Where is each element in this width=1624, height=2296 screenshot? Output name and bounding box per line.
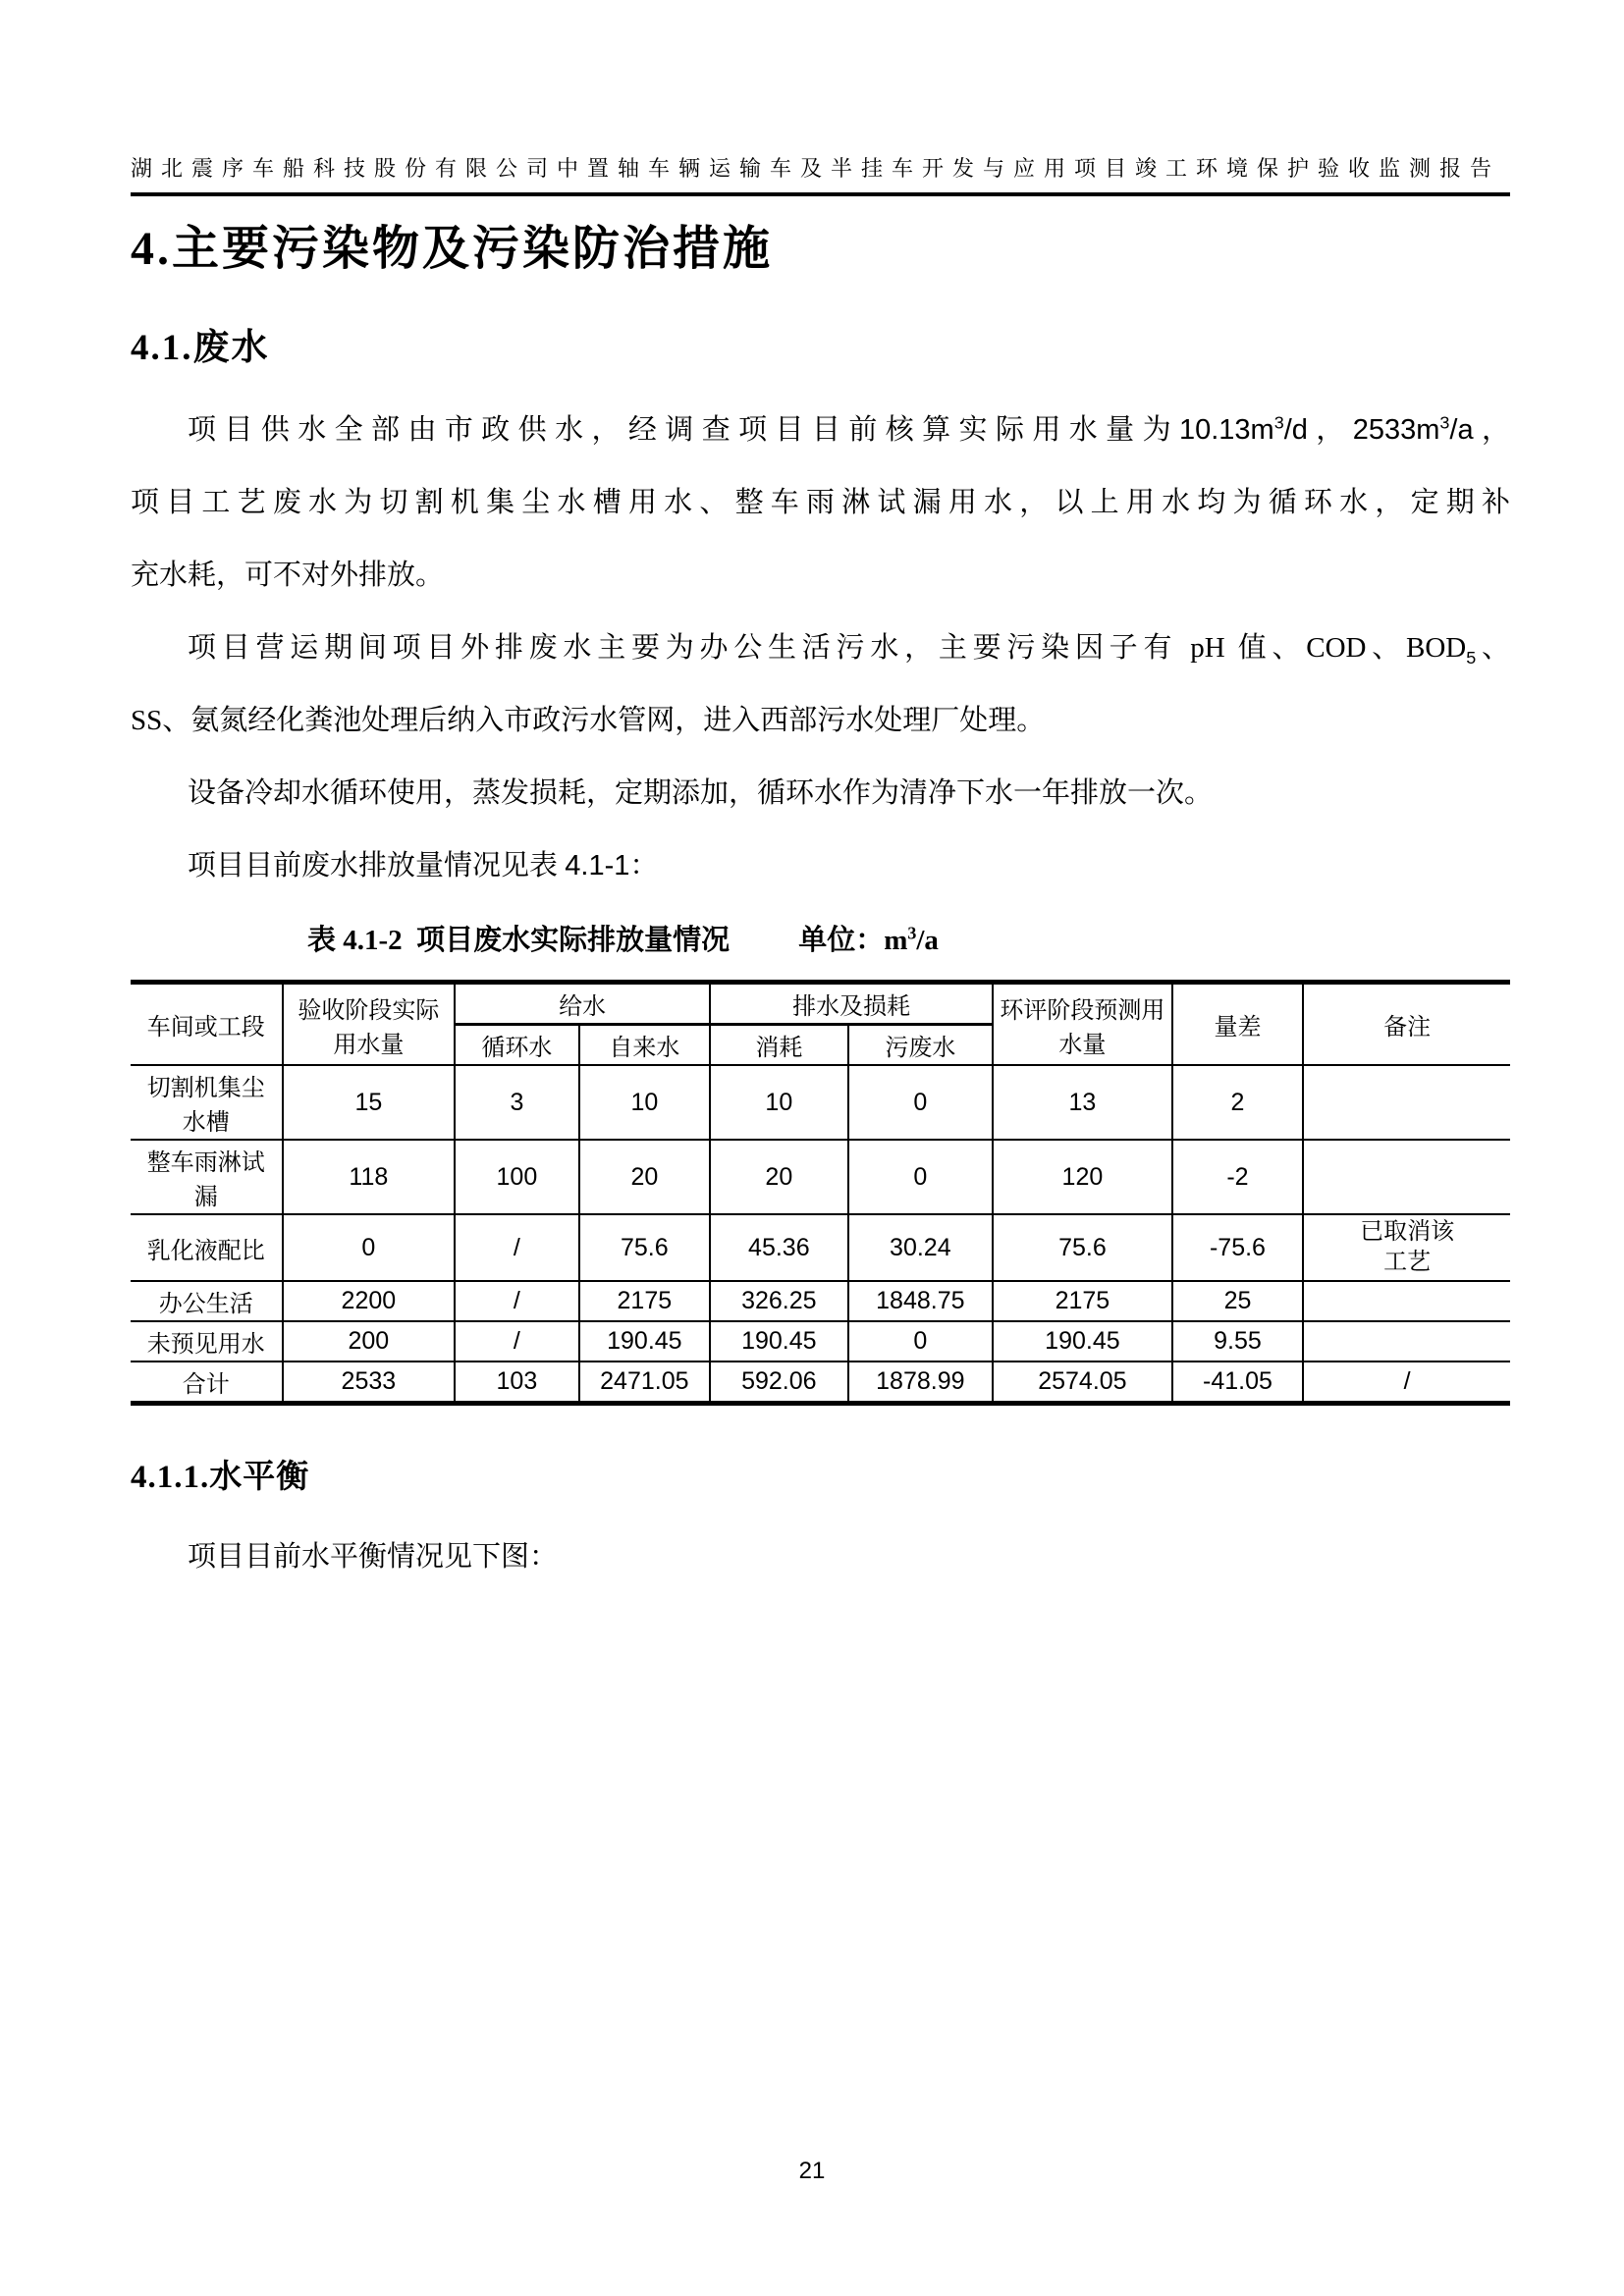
text-run: /a， (1449, 414, 1510, 446)
cell-eia: 2574.05 (993, 1362, 1172, 1404)
header-eia-usage: 环评阶段预测用水量 (993, 983, 1172, 1066)
paragraph-4 (131, 829, 1510, 902)
cell-consumption: 10 (710, 1065, 848, 1140)
paragraph-1-line-1 (131, 394, 1510, 466)
cell-remark: / (1303, 1362, 1510, 1404)
text-run: 项目供水全部由市政供水，经调查项目目前核算实际用水量为 (188, 414, 1179, 446)
cell-wastewater: 30.24 (848, 1214, 994, 1281)
table-row (131, 1321, 1510, 1362)
cell-accepted: 15 (283, 1065, 456, 1140)
chapter-title: 4.主要污染物及污染防治措施 (131, 223, 774, 275)
paragraph-1-line-2: 项目工艺废水为切割机集尘水槽用水、整车雨淋试漏用水，以上用水均为循环水，定期补 (131, 487, 1510, 518)
table-row (131, 1065, 1510, 1140)
cell-recycled: 100 (455, 1140, 578, 1214)
cell-consumption: 326.25 (710, 1281, 848, 1321)
table-row (131, 1281, 1510, 1321)
header-group-supply: 给水 (455, 983, 710, 1025)
table-caption-row (131, 918, 1510, 958)
cell-consumption: 592.06 (710, 1362, 848, 1404)
cell-remark (1303, 1140, 1510, 1214)
table-caption-title: 项目废水实际排放量情况 (416, 925, 731, 956)
paragraph-2-line-2: SS、氨氮经化粪池处理后纳入市政污水管网，进入西部污水处理厂处理。 (131, 705, 1046, 736)
header-difference: 量差 (1172, 983, 1303, 1066)
cell-tap: 2471.05 (579, 1362, 710, 1404)
superscript: 3 (907, 923, 917, 943)
text-run: ： (629, 850, 659, 881)
body-text (131, 394, 1510, 902)
cell-tap: 20 (579, 1140, 710, 1214)
cell-difference: -41.05 (1172, 1362, 1303, 1404)
wastewater-table (131, 980, 1510, 1406)
header-workshop: 车间或工段 (131, 983, 283, 1066)
cell-wastewater: 0 (848, 1140, 994, 1214)
cell-eia: 120 (993, 1140, 1172, 1214)
cell-wastewater: 0 (848, 1065, 994, 1140)
cell-accepted: 2533 (283, 1362, 456, 1404)
cell-difference: 9.55 (1172, 1321, 1303, 1362)
remark-text: 已取消该工艺 (1360, 1219, 1455, 1276)
cell-workshop: 办公生活 (131, 1281, 283, 1321)
cell-tap: 10 (579, 1065, 710, 1140)
cell-eia: 13 (993, 1065, 1172, 1140)
cell-eia: 190.45 (993, 1321, 1172, 1362)
header-remark: 备注 (1303, 983, 1510, 1066)
paragraph-5: 项目目前水平衡情况见下图： (188, 1541, 559, 1574)
superscript: 3 (1439, 412, 1450, 433)
header-group-drainage: 排水及损耗 (710, 983, 993, 1025)
cell-tap: 75.6 (579, 1214, 710, 1281)
text-run: 项目营运期间项目外排废水主要为办公生活污水，主要污染因子有 pH 值、COD、BOD (188, 632, 1467, 664)
table-unit (798, 925, 939, 956)
table-header-row-1 (131, 983, 1510, 1025)
body-text-2 (131, 1521, 1510, 1593)
text-run: 单位： (798, 925, 885, 956)
page-number: 21 (798, 2158, 826, 2184)
header-accepted-usage: 验收阶段实际用水量 (283, 983, 456, 1066)
cell-tap: 190.45 (579, 1321, 710, 1362)
table-row (131, 1140, 1510, 1214)
table-row (131, 1214, 1510, 1281)
cell-recycled: / (455, 1281, 578, 1321)
header-recycled-water: 循环水 (455, 1025, 578, 1066)
cell-accepted: 118 (283, 1140, 456, 1214)
header-wastewater: 污废水 (848, 1025, 994, 1066)
cell-workshop: 未预见用水 (131, 1321, 283, 1362)
text-run: 项目目前废水排放量情况见表 (188, 850, 566, 881)
cell-wastewater: 0 (848, 1321, 994, 1362)
cell-remark (1303, 1321, 1510, 1362)
header-tap-water: 自来水 (579, 1025, 710, 1066)
subscript: 5 (1466, 647, 1477, 667)
cell-difference: -75.6 (1172, 1214, 1303, 1281)
text-run: 2533m (1352, 414, 1440, 446)
subsection-title-water-balance: 4.1.1.水平衡 (131, 1460, 310, 1496)
cell-difference: 25 (1172, 1281, 1303, 1321)
cell-remark (1303, 1065, 1510, 1140)
text-run: m (884, 925, 908, 956)
cell-eia: 75.6 (993, 1214, 1172, 1281)
table-total-row (131, 1362, 1510, 1404)
cell-workshop: 整车雨淋试漏 (131, 1140, 283, 1214)
header-consumption: 消耗 (710, 1025, 848, 1066)
running-header: 湖北震序车船科技股份有限公司中置轴车辆运输车及半挂车开发与应用项目竣工环境保护验收监测报告 (131, 156, 1501, 181)
cell-recycled: 103 (455, 1362, 578, 1404)
cell-consumption: 45.36 (710, 1214, 848, 1281)
cell-recycled: 3 (455, 1065, 578, 1140)
cell-difference: 2 (1172, 1065, 1303, 1140)
cell-workshop: 切割机集尘水槽 (131, 1065, 283, 1140)
superscript: 3 (1273, 412, 1284, 433)
cell-tap: 2175 (579, 1281, 710, 1321)
cell-accepted: 2200 (283, 1281, 456, 1321)
paragraph-2-line-1 (131, 612, 1510, 684)
cell-wastewater: 1848.75 (848, 1281, 994, 1321)
cell-recycled: / (455, 1214, 578, 1281)
cell-difference: -2 (1172, 1140, 1303, 1214)
cell-wastewater: 1878.99 (848, 1362, 994, 1404)
table-reference: 4.1-1 (565, 850, 630, 881)
paragraph-1-line-3: 充水耗，可不对外排放。 (131, 560, 445, 591)
cell-workshop: 合计 (131, 1362, 283, 1404)
text-run: 10.13m (1178, 414, 1274, 446)
table-caption-label: 表 4.1-2 (307, 925, 403, 956)
text-run: /a (916, 925, 939, 956)
cell-remark (1303, 1281, 1510, 1321)
cell-workshop: 乳化液配比 (131, 1214, 283, 1281)
cell-recycled: / (455, 1321, 578, 1362)
cell-accepted: 0 (283, 1214, 456, 1281)
text-run: /d， (1283, 414, 1353, 446)
cell-accepted: 200 (283, 1321, 456, 1362)
cell-eia: 2175 (993, 1281, 1172, 1321)
cell-consumption: 190.45 (710, 1321, 848, 1362)
cell-consumption: 20 (710, 1140, 848, 1214)
cell-remark (1303, 1214, 1510, 1281)
section-title-wastewater: 4.1.废水 (131, 328, 270, 368)
header-rule (131, 192, 1510, 196)
text-run: 、 (1476, 632, 1510, 664)
paragraph-3: 设备冷却水循环使用，蒸发损耗，定期添加，循环水作为清净下水一年排放一次。 (188, 777, 1214, 809)
